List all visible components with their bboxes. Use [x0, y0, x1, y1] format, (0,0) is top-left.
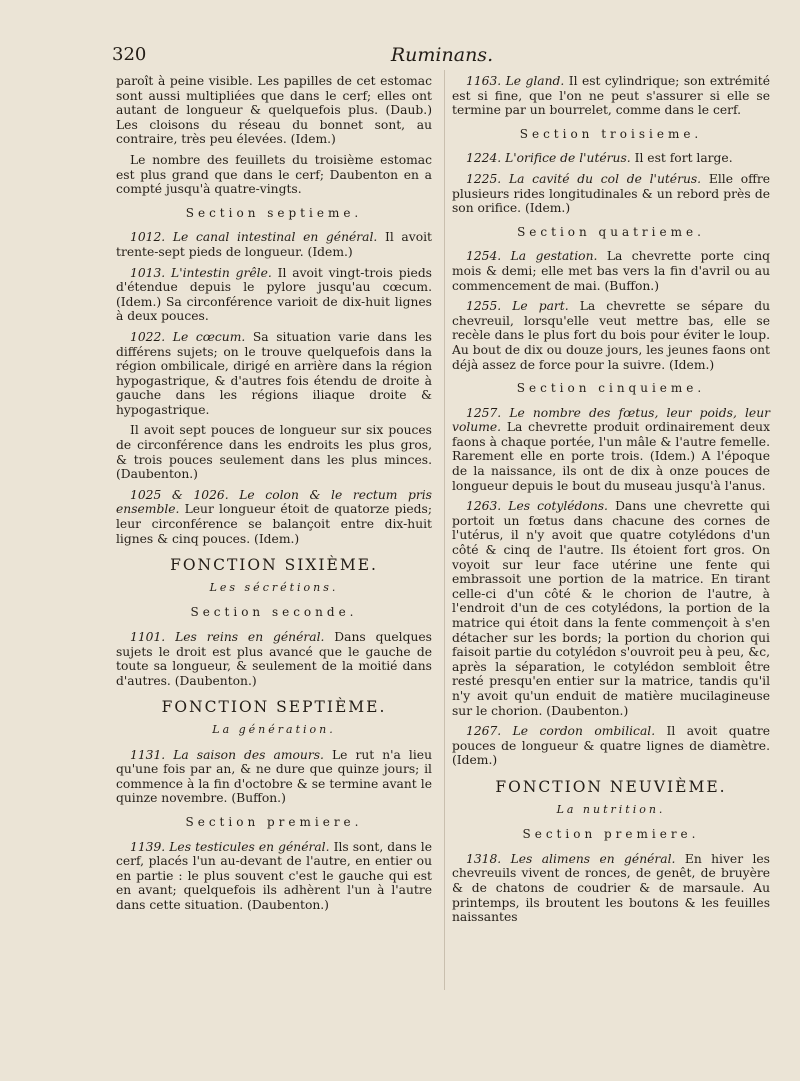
- section-heading: Section premiere.: [185, 814, 363, 829]
- paragraph: [116, 748, 432, 806]
- paragraph: [116, 230, 432, 259]
- running-title: Ruminans.: [390, 44, 494, 66]
- paragraph: [452, 299, 770, 372]
- paragraph-text: Il avoit sept pouces de longueur sur six pouces de circonférence dans les endroits les plus gros, & trois pouces seulement dans les plus minces. (Daubenton.): [116, 423, 432, 482]
- section-heading: Section quatrieme.: [517, 224, 705, 239]
- paragraph-text: Sa situation varie dans les différens sujets; on le trouve quelquefois dans la région ombilicale, dirigé en arrière dans la région hypogastrique, & d'autres fois étendu de droite à gauche dans les régions iliaque droite & hypogastrique.: [116, 329, 432, 417]
- subheading: La génération.: [212, 722, 336, 736]
- section-heading: Section cinquieme.: [516, 381, 706, 396]
- section-heading: Section premiere.: [522, 827, 700, 842]
- paragraph: [116, 630, 432, 688]
- article-heading: 1163. Le gland.: [466, 74, 565, 88]
- paragraph: [452, 499, 770, 718]
- article-heading: 1101. Les reins en général.: [130, 630, 325, 644]
- paragraph-text: Il avoit quatre pouces de longueur & quatre lignes de diamètre. (Idem.): [452, 724, 771, 768]
- article-heading: 1025 & 1026. Le colon & le rectum pris ensemble.: [116, 487, 432, 517]
- article-heading: 1131. La saison des amours.: [130, 747, 324, 762]
- right-column: [452, 74, 770, 931]
- paragraph-text: paroît à peine visible. Les papilles de cet estomac sont aussi multipliées que dans le cerf; elles ont autant de longueur & quelquefois plus. (Daub.) Les cloisons du réseau du bonnet sont, au contraire, très peu élevées. (Idem.): [116, 74, 432, 147]
- paragraph: [452, 172, 770, 216]
- paragraph: [116, 266, 432, 324]
- paragraph: [116, 74, 432, 147]
- fonction-heading: FONCTION SEPTIÈME.: [161, 698, 387, 717]
- article-heading: 1139. Les testicules en général.: [130, 839, 330, 854]
- paragraph-text: La chevrette porte cinq mois & demi; elle met bas vers la fin d'avril ou au commencement de mai. (Buffon.): [452, 249, 770, 293]
- page-header: [112, 44, 772, 74]
- article-heading: 1012. Le canal intestinal en général.: [130, 230, 378, 245]
- paragraph: [116, 423, 432, 481]
- article-heading: 1254. La gestation.: [466, 249, 598, 264]
- paragraph-text: Leur longueur étoit de quatorze pieds; leur circonférence se balançoit entre dix-huit lignes & cinq pouces. (Idem.): [116, 502, 432, 546]
- left-column: [116, 74, 432, 919]
- paragraph-text: Dans quelques sujets le droit est plus avancé que le gauche de toute sa longueur, & seulement de la moitié dans d'autres. (Daubenton.): [116, 630, 432, 688]
- section-heading: Section troisieme.: [519, 126, 703, 141]
- article-heading: 1013. L'intestin grêle.: [130, 265, 272, 280]
- article-heading: 1267. Le cordon ombilical.: [466, 724, 656, 739]
- paragraph: [452, 852, 770, 925]
- paragraph: [116, 488, 432, 546]
- paragraph: [116, 330, 432, 418]
- section-heading: Section seconde.: [190, 605, 358, 620]
- article-heading: 1225. La cavité du col de l'utérus.: [466, 171, 702, 186]
- paragraph-text: Il est fort large.: [630, 151, 733, 166]
- article-heading: 1022. Le cœcum.: [130, 329, 246, 344]
- paragraph: [116, 153, 432, 197]
- paragraph-text: Le rut n'a lieu qu'une fois par an, & ne dure que quinze jours; il commence à la fin d'octobre & se termine avant le quinze novembre. (Buffon.): [116, 747, 432, 806]
- paragraph: [452, 74, 770, 118]
- paragraph-text: La chevrette se sépare du chevreuil, lorsqu'elle veut mettre bas, elle se recèle dans le plus fort du bois pour éviter le loup. Au bout de dix ou douze jours, les jeunes faons ont déjà assez de force pour la suivre. (Idem.): [452, 299, 770, 372]
- article-heading: 1263. Les cotylédons.: [466, 499, 608, 514]
- page-number: 320: [112, 44, 147, 65]
- fonction-heading: FONCTION SIXIÈME.: [170, 556, 378, 575]
- paragraph-text: Il avoit trente-sept pieds de longueur. (Idem.): [116, 230, 432, 259]
- paragraph: [452, 406, 770, 494]
- article-heading: 1224. L'orifice de l'utérus.: [466, 151, 631, 166]
- subheading: Les sécrétions.: [209, 580, 339, 594]
- paragraph-text: La chevrette produit ordinairement deux faons à chaque portée, l'un mâle & l'autre femelle. Rarement elle en porte trois. (Idem.) A l'époque de la naissance, ils ont de dix à onze pouces de longueur depuis le bout du museau jusqu'à l'anus.: [452, 420, 770, 493]
- subheading: La nutrition.: [556, 802, 666, 816]
- paragraph: [116, 840, 432, 913]
- fonction-heading: FONCTION NEUVIÈME.: [495, 777, 727, 796]
- paragraph: [452, 724, 770, 768]
- section-heading: Section septieme.: [185, 205, 363, 220]
- paragraph-text: Il est cylindrique; son extrémité est si fine, que l'on ne peut s'assurer si elle se termine par un bourrelet, comme dans le cerf.: [452, 74, 770, 118]
- paragraph-text: Ils sont, dans le cerf, placés l'un au-devant de l'autre, en entier ou en partie : le plus souvent c'est le gauche qui est en avant; quelquefois ils adhèrent l'un à l'autre dans cette situation. (Daubenton.): [116, 839, 432, 912]
- paragraph: [452, 249, 770, 293]
- paragraph-text: Dans une chevrette qui portoit un fœtus dans chacune des cornes de l'utérus, il n'y avoit que quatre cotylédons d'un côté & cinq de l'autre. Ils étoient fort gros. On voyoit sur leur face utérine une fente qui embrassoit une portion de la matrice. En tirant celle-ci d'un côté & le chorion de l'autre, à l'endroit d'un de ces cotylédons, la portion de la matrice qui étoit dans la fente commençoit à s'en détacher sur les bords; la portion du chorion qui faisoit partie du cotylédon s'ouvroit peu à peu, &c, après la séparation, le cotylédon sembloit être resté presqu'en entier sur la matrice, tandis qu'il n'y avoit qu'un enduit de matière mucilagineuse sur le chorion. (Daubenton.): [452, 499, 770, 718]
- paragraph-text: En hiver les chevreuils vivent de ronces, de genêt, de bruyère & de chatons de coudrier & de marsaule. Au printemps, ils broutent les boutons & les feuilles naissantes: [452, 851, 770, 925]
- paragraph-text: Il avoit vingt-trois pieds d'étendue depuis le pylore jusqu'au cœcum. (Idem.) Sa circonférence varioit de dix-huit lignes à deux pouces.: [116, 265, 432, 324]
- article-heading: 1318. Les alimens en général.: [466, 851, 676, 866]
- article-heading: 1257. Le nombre des fœtus, leur poids, leur volume.: [452, 405, 770, 435]
- paragraph-text: Le nombre des feuillets du troisième estomac est plus grand que dans le cerf; Daubenton en a compté jusqu'à quatre-vingts.: [116, 152, 432, 197]
- article-heading: 1255. Le part.: [466, 299, 569, 314]
- paragraph: [452, 151, 770, 166]
- paragraph-text: Elle offre plusieurs rides longitudinales & un rebord près de son orifice. (Idem.): [452, 171, 771, 216]
- column-divider: [444, 70, 445, 990]
